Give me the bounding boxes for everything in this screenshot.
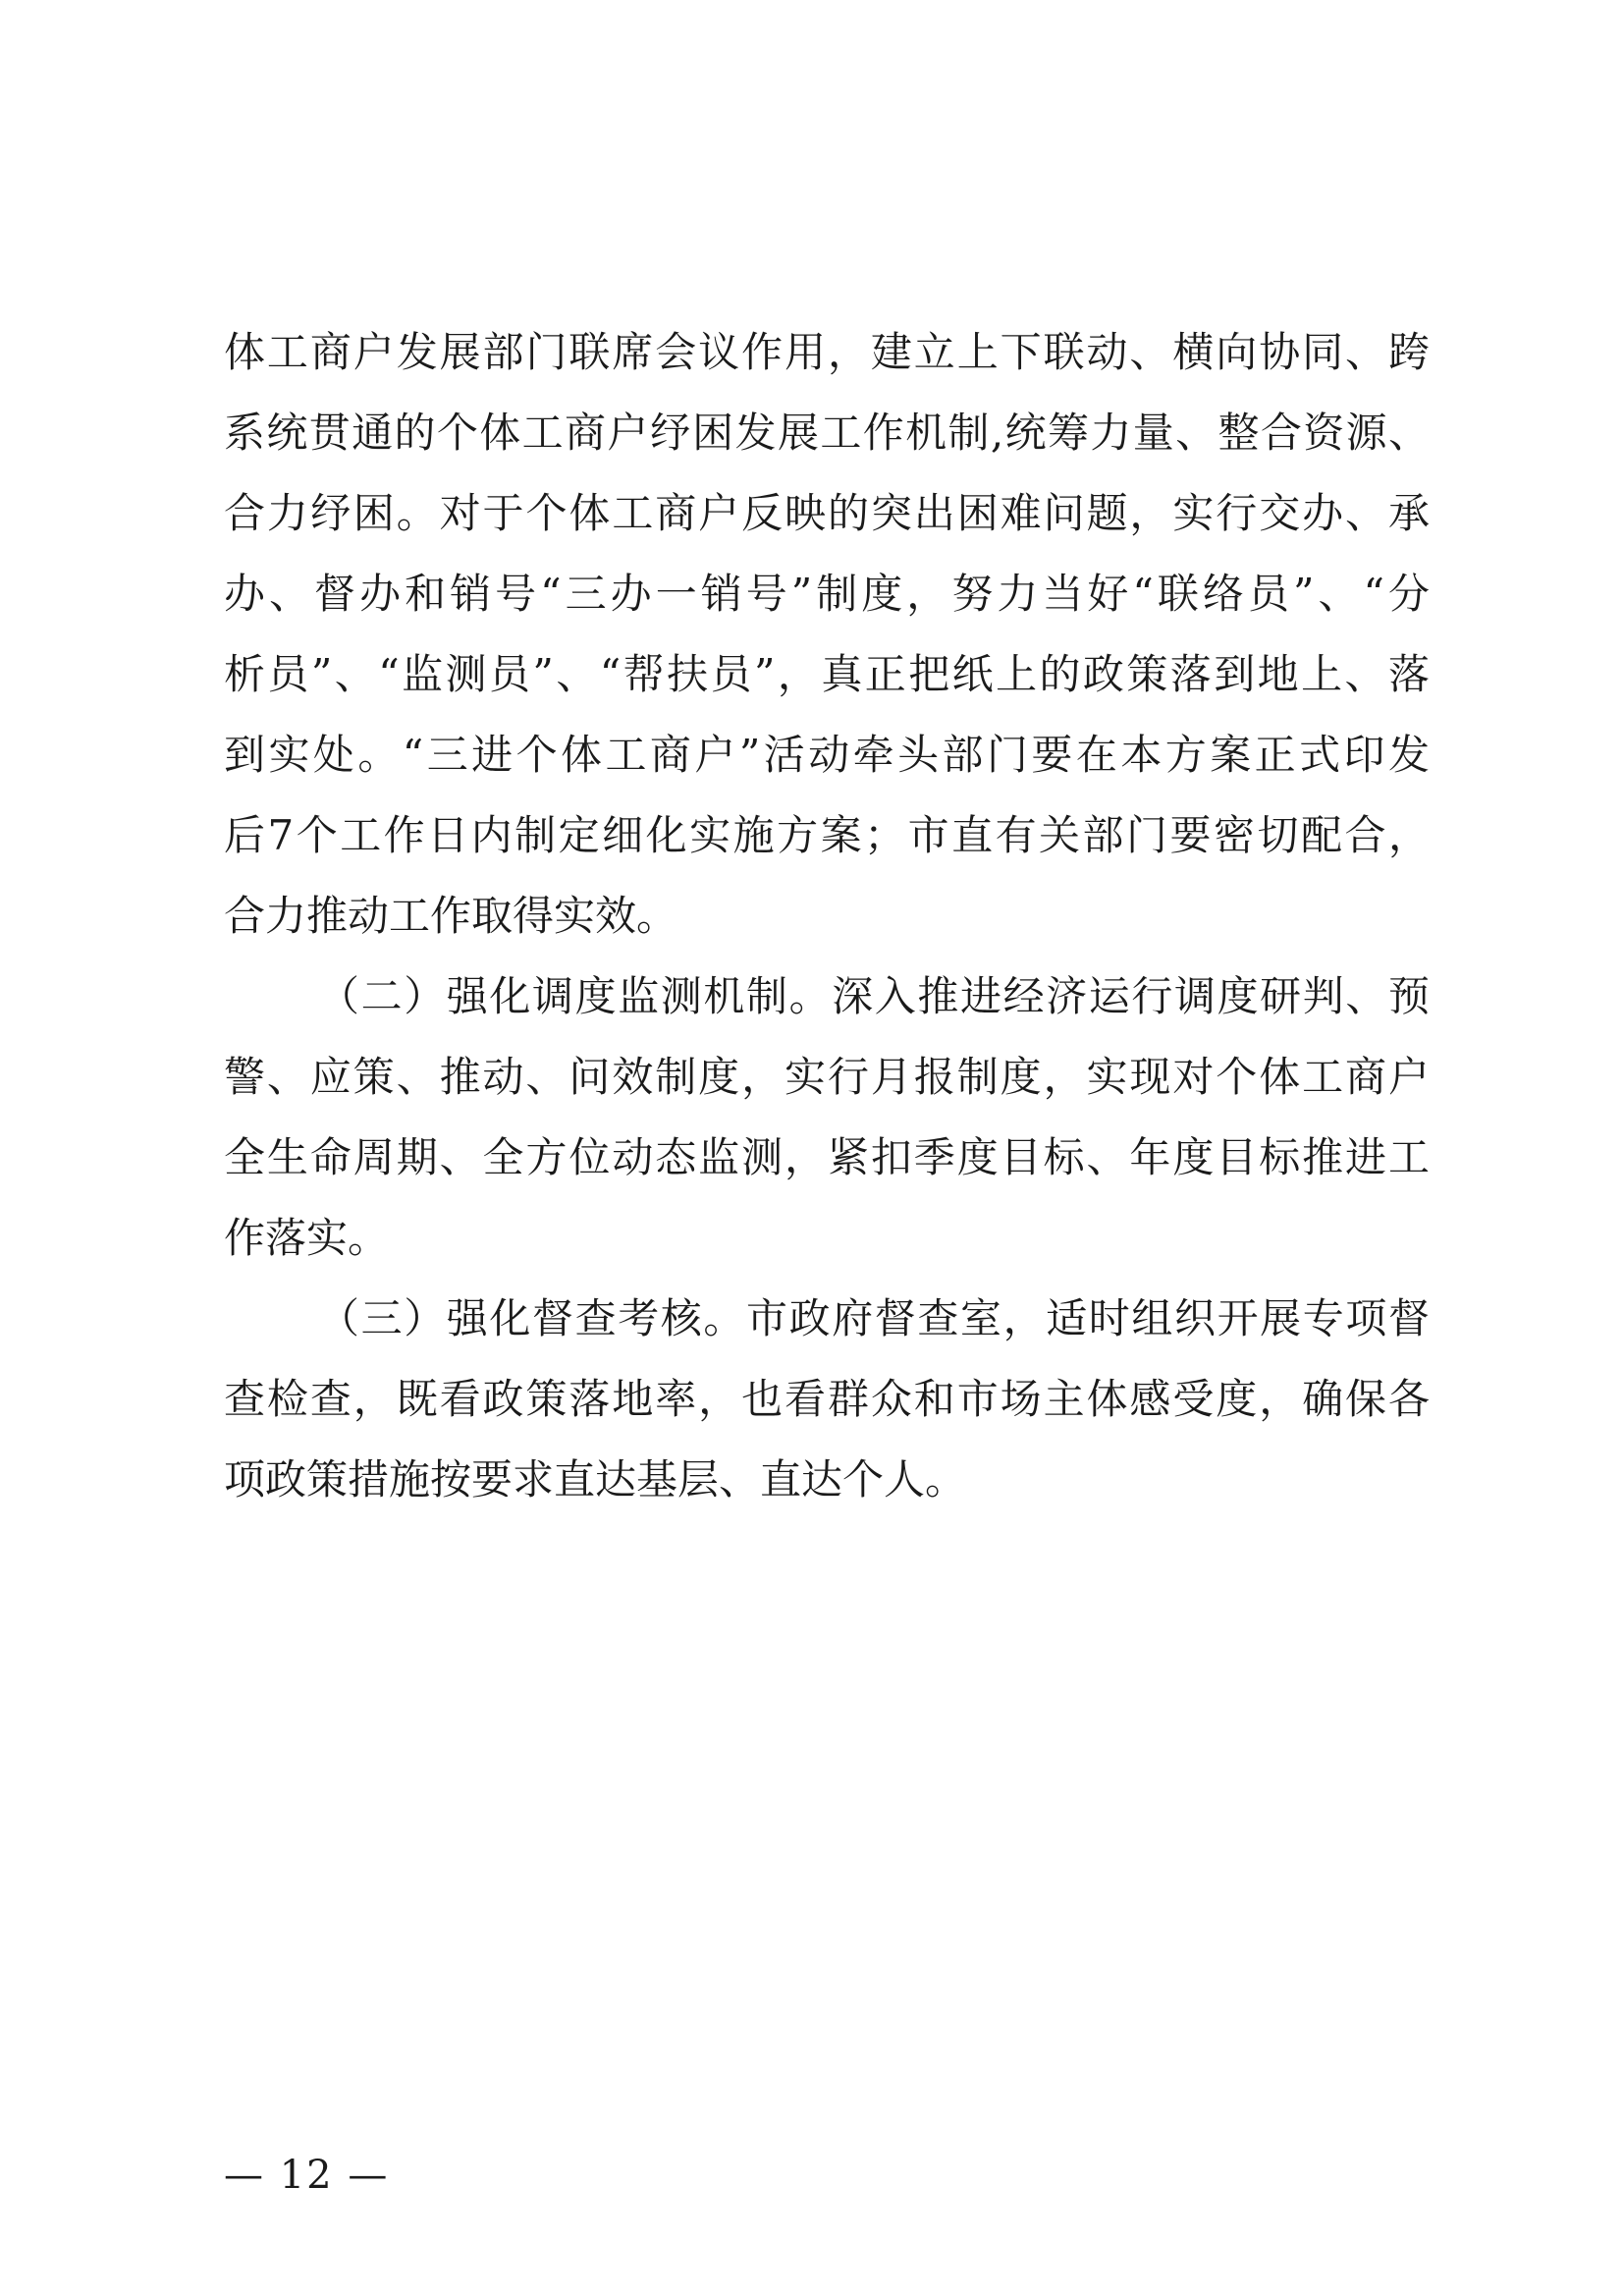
page-number: — 12 — [224,2153,390,2198]
text-line: 系统贯通的个体工商户纾困发展工作机制,统筹力量、整合资源、 [224,409,1432,457]
text-line: 全生命周期、全方位动态监测，紧扣季度目标、年度目标推进工 [224,1133,1432,1181]
text-line: （三）强化督查考核。市政府督查室，适时组织开展专项督 [318,1294,1432,1342]
text-line: 查检查，既看政策落地率，也看群众和市场主体感受度，确保各 [224,1375,1432,1423]
text-line: 合力推动工作取得实效。 [224,892,678,940]
text-line: 体工商户发展部门联席会议作用，建立上下联动、横向协同、跨 [224,328,1432,376]
text-line: 警、应策、推动、问效制度，实行月报制度，实现对个体工商户 [224,1053,1432,1101]
text-line: （二）强化调度监测机制。深入推进经济运行调度研判、预 [318,972,1432,1020]
body-text [224,312,1434,1520]
text-line: 后7个工作日内制定细化实施方案；市直有关部门要密切配合， [224,811,1433,859]
text-line: 作落实。 [224,1214,390,1262]
text-line: 合力纾困。对于个体工商户反映的突出困难问题，实行交办、承 [224,489,1432,537]
text-line: 项政策措施按要求直达基层、直达个人。 [224,1455,967,1503]
text-line: 办、督办和销号“三办一销号”制度，努力当好“联络员”、“分 [224,570,1434,618]
text-line: 到实处。“三进个体工商户”活动牵头部门要在本方案正式印发 [224,731,1434,779]
text-line: 析员”、“监测员”、“帮扶员”，真正把纸上的政策落到地上、落 [224,650,1433,698]
